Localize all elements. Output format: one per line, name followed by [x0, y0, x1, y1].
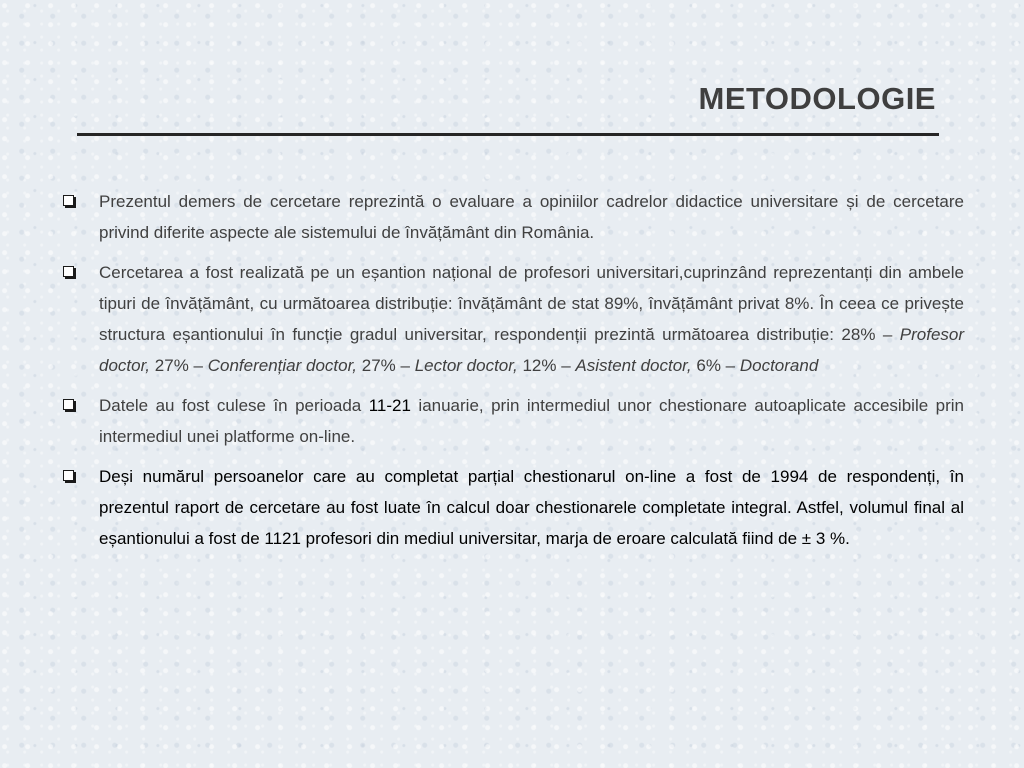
rank-label: Asistent doctor, [575, 356, 692, 375]
bullet-list [62, 186, 964, 563]
title-underline [77, 133, 939, 136]
collection-text-end: ianuarie, prin intermediul unor chestionare autoaplicate accesibile prin intermediul unei platforme on-line. [99, 396, 964, 446]
hollow-square-bullet-icon [63, 195, 74, 206]
bullet-text [99, 257, 964, 381]
bullet-item-sample-structure [62, 257, 964, 381]
bullet-text: Prezentul demers de cercetare reprezintă o evaluare a opiniilor cadrelor didactice universitare și de cercetare privind diferite aspecte ale sistemului de învățământ din România. [99, 192, 964, 242]
rank-percent: 12% – [522, 356, 571, 375]
bullet-item-data-collection [62, 390, 964, 452]
hollow-square-bullet-icon [63, 399, 74, 410]
bullet-item-final-sample [62, 461, 964, 554]
bullet-text: Deși numărul persoanelor care au completat parțial chestionarul on-line a fost de 1994 de respondenți, în prezentul raport de cercetare au fost luate în calcul doar chestionarele completate integral. Astfel, volumul final al eșantionului a fost de 1121 profesori din mediul universitar, marja de eroare calculată fiind de ± 3 %. [99, 467, 964, 548]
hollow-square-bullet-icon [63, 470, 74, 481]
rank-label: Profesor doctor, [99, 325, 965, 375]
rank-percent: 27% – [361, 356, 410, 375]
rank-percent: 27% – [154, 356, 203, 375]
hollow-square-bullet-icon [63, 266, 74, 277]
slide-title: METODOLOGIE [698, 81, 936, 116]
rank-label: Doctorand [739, 356, 819, 375]
rank-label: Lector doctor, [414, 356, 518, 375]
collection-period: 11-21 [368, 396, 411, 415]
sample-description: Cercetarea a fost realizată pe un eșantion național de profesori universitari,cuprinzând reprezentanți din ambele tipuri de învățământ, cu următoarea distribuție: învățământ de stat 89%, învățământ privat 8%. În ceea ce privește structura eșantionului în funcție gradul universitar, respondenții prezintă următoarea distribuție: [99, 263, 964, 344]
bullet-item-survey-purpose [62, 186, 964, 248]
collection-text-start: Datele au fost culese în perioada [99, 396, 369, 415]
bullet-text [99, 390, 964, 452]
rank-percent: 6% – [696, 356, 736, 375]
rank-label: Conferențiar doctor, [207, 356, 358, 375]
rank-percent: 28% – [841, 325, 893, 344]
